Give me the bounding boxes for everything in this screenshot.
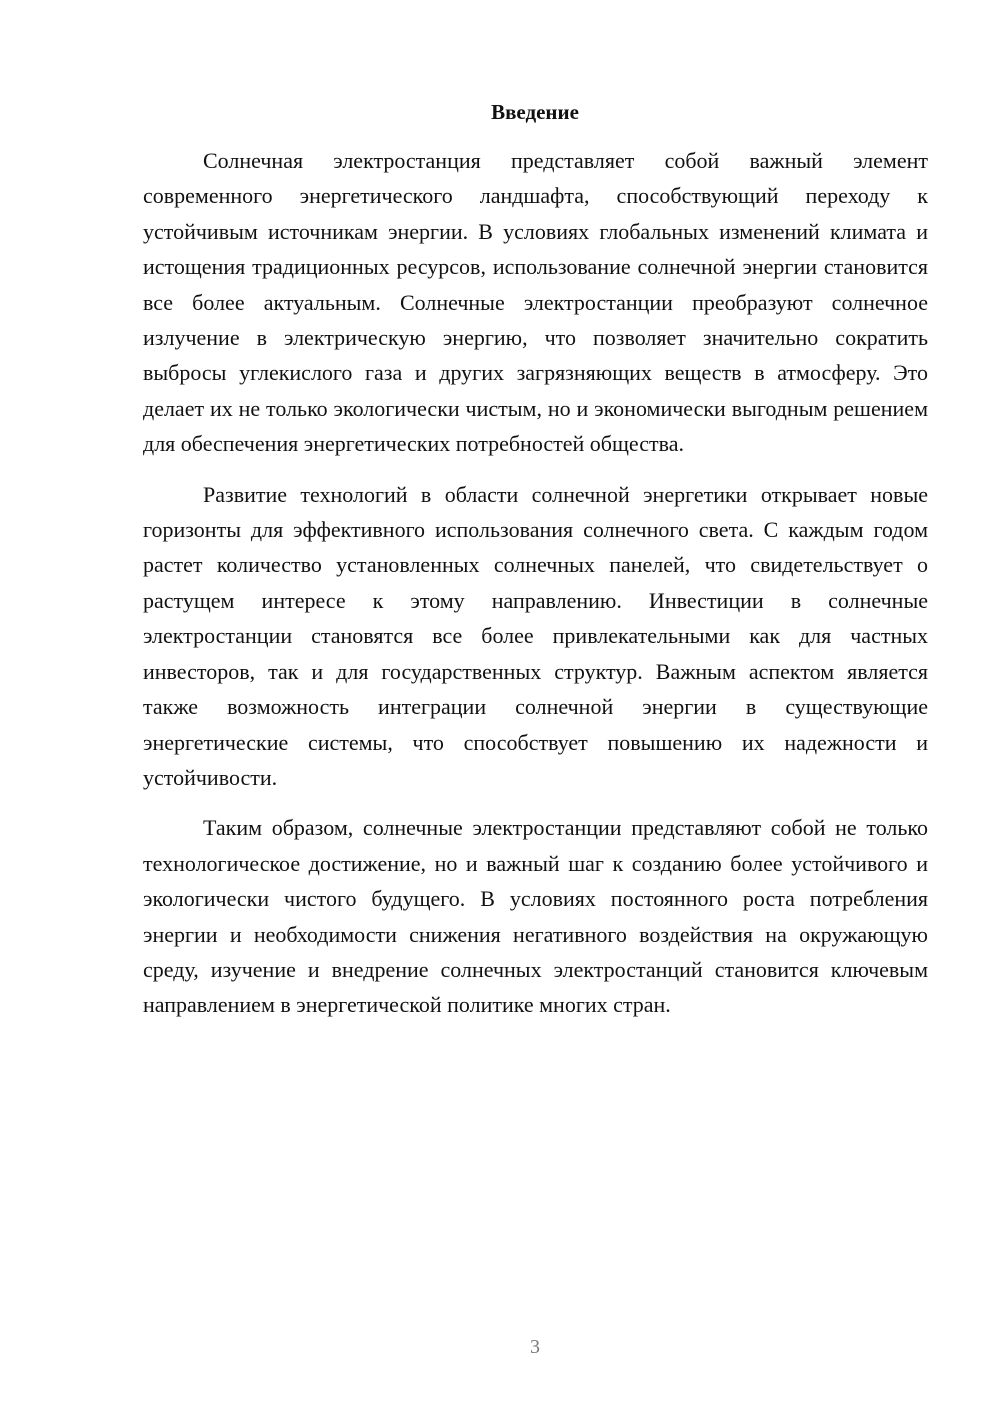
body-text [143,143,928,1023]
page-number: 3 [530,1336,540,1358]
section-title: Введение [491,100,579,124]
paragraph-2: Развитие технологий в области солнечной энергетики открывает новые горизонты для эффективного использования солнечного света. С каждым годом растет количество установленных солнечных панелей, что свидетельствует о растущем интересе к этому направлению. Инвестиции в солнечные электростанции становятся все более привлекательными как для частных инвесторов, так и для государственных структур. Важным аспектом является также возможность интеграции солнечной энергии в существующие энергетические системы, что способствует повышению их надежности и устойчивости. [143,481,928,790]
paragraph-3: Таким образом, солнечные электростанции представляют собой не только технологическое достижение, но и важный шаг к созданию более устойчивого и экологически чистого будущего. В условиях постоянного роста потребления энергии и необходимости снижения негативного воздействия на окружающую среду, изучение и внедрение солнечных электростанций становится ключевым направлением в энергетической политике многих стран. [143,815,928,1018]
paragraph-1: Солнечная электростанция представляет собой важный элемент современного энергетического ландшафта, способствующий переходу к устойчивым источникам энергии. В условиях глобальных изменений климата и истощения традиционных ресурсов, использование солнечной энергии становится все более актуальным. Солнечные электростанции преобразуют солнечное излучение в электрическую энергию, что позволяет значительно сократить выбросы углекислого газа и других загрязняющих веществ в атмосферу. Это делает их не только экологически чистым, но и экономически выгодным решением для обеспечения энергетических потребностей общества. [143,148,928,457]
